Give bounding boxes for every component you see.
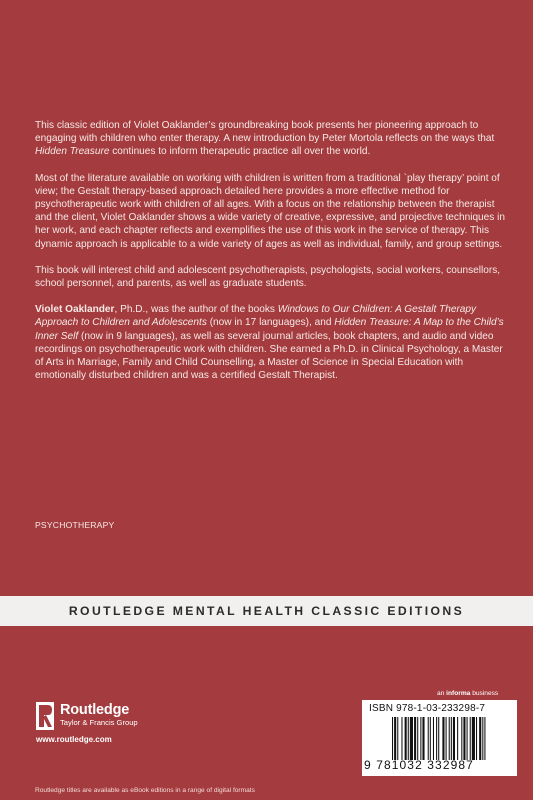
barcode-bar <box>446 717 447 760</box>
barcode-bar <box>484 717 485 760</box>
barcode-bar <box>482 717 483 760</box>
barcode-bar <box>457 717 458 760</box>
routledge-logo-icon <box>36 702 54 730</box>
author-name: Violet Oaklander <box>35 304 115 316</box>
barcode-bar <box>422 717 424 760</box>
barcode-bar <box>408 717 409 760</box>
barcode-bar <box>453 717 455 760</box>
author-bio-text-end: (now in 9 languages), as well as several journal articles, book chapters, and audio and video recordings on psychotherapeutic work with children. She earned a Ph.D. in Clinical Psychology, a Master of Arts in Marriage, Family and Child Counselling, a Master of Science in Special Education with emotionally disturbed children and was a certified Gestalt Therapist. <box>35 330 503 382</box>
isbn-barcode-box <box>362 700 517 776</box>
barcode-bar <box>451 717 452 760</box>
informa-business-tag: an informa business <box>437 690 499 697</box>
publisher-url: www.routledge.com <box>36 735 112 744</box>
barcode-bar <box>449 717 450 760</box>
blurb-paragraph-intro <box>35 119 505 159</box>
author-bio <box>35 303 505 382</box>
author-bio-text: (now in 17 languages), and <box>206 317 335 329</box>
barcode-bar <box>438 717 439 760</box>
barcode-bar <box>472 717 475 760</box>
barcode-bar <box>479 717 481 760</box>
cover-blurb <box>35 119 505 395</box>
publisher-logo <box>36 702 138 730</box>
author-book-title-2: Hidden Treasure: A Map to the Child’s Inner Self <box>35 317 504 342</box>
barcode-bar <box>461 717 462 760</box>
blurb-intro-text: This classic edition of Violet Oaklander’s groundbreaking book presents her pioneering approach to engaging with children who enter therapy. A new introduction by Peter Mortola reflects on the ways that <box>35 120 495 145</box>
blurb-intro-book-title: Hidden Treasure <box>35 146 110 158</box>
subject-category: PSYCHOTHERAPY <box>35 520 115 530</box>
barcode-bar <box>410 717 413 760</box>
barcode-bar <box>467 717 468 760</box>
barcode-bar <box>436 717 437 760</box>
barcode-bar <box>392 717 393 760</box>
author-bio-text: , Ph.D., was the author of the books <box>114 304 278 316</box>
barcode-bar <box>405 717 407 760</box>
publisher-group: Taylor & Francis Group <box>60 718 138 727</box>
blurb-intro-text-end: continues to inform therapeutic practice all over the world. <box>109 146 371 158</box>
barcode-bar <box>394 717 396 760</box>
barcode-bar <box>476 717 477 760</box>
series-band <box>0 596 533 626</box>
informa-brand: informa <box>446 690 471 697</box>
publisher-name: Routledge <box>60 702 130 718</box>
author-book-title-1: Windows to Our Children: A Gestalt Therapy Approach to Children and Adolescents <box>35 304 477 329</box>
blurb-paragraph-audience: This book will interest child and adolescent psychotherapists, psychologists, social workers, counsellors, school personnel, and parents, as well as graduate students. <box>35 264 501 290</box>
barcode-bar <box>397 717 398 760</box>
barcode-bar <box>417 717 418 760</box>
barcode-bar <box>401 717 402 760</box>
barcode-icon <box>392 717 508 760</box>
barcode-bar <box>433 717 434 760</box>
blurb-paragraph-approach: Most of the literature available on working with children is written from a traditional `play therapy’ point of view; the Gestalt therapy-based approach detailed here provides a more effective method for psychotherapeutic work with children of all ages. With a focus on the relationship between the therapist and the client, Violet Oaklander shows a wide variety of creative, expressive, and projective techniques in her work, and each chapter reflects and exemplifies the use of this work in the service of therapy. This dynamic approach is applicable to a wide variety of ages as well as individual, family, and group settings. <box>35 172 505 250</box>
barcode-bar <box>442 717 444 760</box>
barcode-bar <box>470 717 471 760</box>
barcode-bar <box>428 717 429 760</box>
isbn-label: ISBN 978-1-03-233298-7 <box>369 703 486 714</box>
series-title: ROUTLEDGE MENTAL HEALTH CLASSIC EDITIONS <box>68 604 465 618</box>
ebook-note: Routledge titles are available as eBook editions in a range of digital formats <box>35 787 255 794</box>
barcode-bar <box>463 717 465 760</box>
barcode-bar <box>414 717 416 760</box>
isbn-digits: 9 781032 332987 <box>364 758 474 772</box>
barcode-bar <box>430 717 431 760</box>
barcode-bar <box>420 717 421 760</box>
